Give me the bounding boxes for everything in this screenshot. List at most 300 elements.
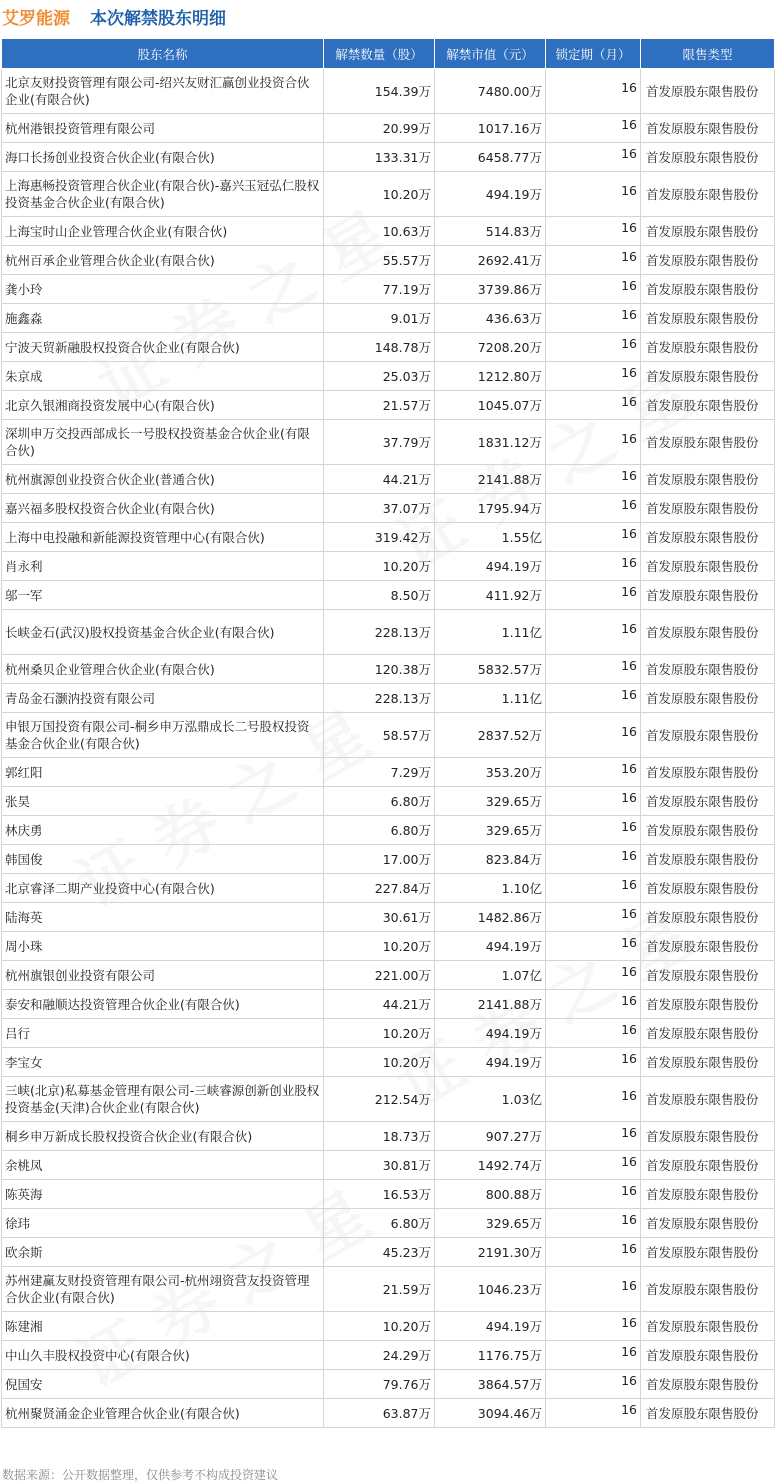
shareholder-table bbox=[1, 38, 775, 1428]
unlock-quantity-cell: 228.13万 bbox=[324, 610, 435, 655]
shareholder-name-cell: 嘉兴福多股权投资合伙企业(有限合伙) bbox=[2, 494, 324, 523]
unlock-value-cell: 1.11亿 bbox=[435, 610, 546, 655]
restriction-type-cell: 首发原股东限售股份 bbox=[641, 420, 775, 465]
shareholder-name-cell: 长峡金石(武汉)股权投资基金合伙企业(有限合伙) bbox=[2, 610, 324, 655]
lock-period-value: 16 bbox=[621, 657, 637, 673]
table-row bbox=[2, 69, 775, 114]
table-row bbox=[2, 581, 775, 610]
shareholder-name-cell: 北京友财投资管理有限公司-绍兴友财汇赢创业投资合伙企业(有限合伙) bbox=[2, 69, 324, 114]
restriction-type-cell: 首发原股东限售股份 bbox=[641, 1077, 775, 1122]
unlock-value-cell: 494.19万 bbox=[435, 1019, 546, 1048]
restriction-type-cell: 首发原股东限售股份 bbox=[641, 465, 775, 494]
unlock-quantity-cell: 63.87万 bbox=[324, 1399, 435, 1428]
shareholder-name-cell: 肖永利 bbox=[2, 552, 324, 581]
lock-period-value: 16 bbox=[621, 306, 637, 322]
lock-period-value: 16 bbox=[621, 789, 637, 805]
lock-period-value: 16 bbox=[621, 1087, 637, 1103]
shareholder-name-cell: 朱京成 bbox=[2, 362, 324, 391]
lock-period-cell bbox=[546, 1180, 641, 1209]
lock-period-cell bbox=[546, 1019, 641, 1048]
lock-period-value: 16 bbox=[621, 905, 637, 921]
unlock-value-cell: 823.84万 bbox=[435, 845, 546, 874]
unlock-value-cell: 494.19万 bbox=[435, 1312, 546, 1341]
shareholder-name-cell: 陈英海 bbox=[2, 1180, 324, 1209]
restriction-type-cell: 首发原股东限售股份 bbox=[641, 172, 775, 217]
table-row bbox=[2, 1048, 775, 1077]
restriction-type-cell: 首发原股东限售股份 bbox=[641, 1048, 775, 1077]
restriction-type-cell: 首发原股东限售股份 bbox=[641, 816, 775, 845]
unlock-quantity-cell: 24.29万 bbox=[324, 1341, 435, 1370]
column-header-lock-period: 锁定期（月） bbox=[546, 39, 641, 69]
unlock-value-cell: 800.88万 bbox=[435, 1180, 546, 1209]
unlock-quantity-cell: 17.00万 bbox=[324, 845, 435, 874]
shareholder-name-cell: 上海惠畅投资管理合伙企业(有限合伙)-嘉兴玉冠弘仁股权投资基金合伙企业(有限合伙) bbox=[2, 172, 324, 217]
unlock-value-cell: 1795.94万 bbox=[435, 494, 546, 523]
unlock-quantity-cell: 25.03万 bbox=[324, 362, 435, 391]
unlock-value-cell: 1.11亿 bbox=[435, 684, 546, 713]
table-row bbox=[2, 1019, 775, 1048]
shareholder-name-cell: 倪国安 bbox=[2, 1370, 324, 1399]
lock-period-cell bbox=[546, 304, 641, 333]
unlock-quantity-cell: 10.20万 bbox=[324, 1048, 435, 1077]
shareholder-name-cell: 施鑫淼 bbox=[2, 304, 324, 333]
lock-period-value: 16 bbox=[621, 1277, 637, 1293]
unlock-quantity-cell: 8.50万 bbox=[324, 581, 435, 610]
unlock-quantity-cell: 10.20万 bbox=[324, 172, 435, 217]
lock-period-cell bbox=[546, 333, 641, 362]
table-row bbox=[2, 816, 775, 845]
restriction-type-cell: 首发原股东限售股份 bbox=[641, 304, 775, 333]
unlock-value-cell: 494.19万 bbox=[435, 1048, 546, 1077]
table-row bbox=[2, 713, 775, 758]
lock-period-value: 16 bbox=[621, 430, 637, 446]
lock-period-value: 16 bbox=[621, 1240, 637, 1256]
unlock-value-cell: 494.19万 bbox=[435, 552, 546, 581]
lock-period-cell bbox=[546, 1341, 641, 1370]
unlock-quantity-cell: 10.20万 bbox=[324, 552, 435, 581]
unlock-quantity-cell: 21.57万 bbox=[324, 391, 435, 420]
shareholder-name-cell: 欧余斯 bbox=[2, 1238, 324, 1267]
unlock-quantity-cell: 10.20万 bbox=[324, 1019, 435, 1048]
unlock-value-cell: 1045.07万 bbox=[435, 391, 546, 420]
restriction-type-cell: 首发原股东限售股份 bbox=[641, 69, 775, 114]
lock-period-value: 16 bbox=[621, 992, 637, 1008]
unlock-quantity-cell: 45.23万 bbox=[324, 1238, 435, 1267]
unlock-quantity-cell: 58.57万 bbox=[324, 713, 435, 758]
unlock-quantity-cell: 221.00万 bbox=[324, 961, 435, 990]
shareholder-name-cell: 李宝女 bbox=[2, 1048, 324, 1077]
lock-period-cell bbox=[546, 362, 641, 391]
shareholder-name-cell: 吕行 bbox=[2, 1019, 324, 1048]
restriction-type-cell: 首发原股东限售股份 bbox=[641, 787, 775, 816]
restriction-type-cell: 首发原股东限售股份 bbox=[641, 758, 775, 787]
lock-period-cell bbox=[546, 1399, 641, 1428]
restriction-type-cell: 首发原股东限售股份 bbox=[641, 1370, 775, 1399]
unlock-value-cell: 7208.20万 bbox=[435, 333, 546, 362]
unlock-quantity-cell: 21.59万 bbox=[324, 1267, 435, 1312]
restriction-type-cell: 首发原股东限售股份 bbox=[641, 874, 775, 903]
unlock-value-cell: 1.03亿 bbox=[435, 1077, 546, 1122]
table-row bbox=[2, 1077, 775, 1122]
restriction-type-cell: 首发原股东限售股份 bbox=[641, 713, 775, 758]
table-row bbox=[2, 494, 775, 523]
table-row bbox=[2, 523, 775, 552]
lock-period-value: 16 bbox=[621, 1372, 637, 1388]
table-row bbox=[2, 114, 775, 143]
unlock-value-cell: 1046.23万 bbox=[435, 1267, 546, 1312]
restriction-type-cell: 首发原股东限售股份 bbox=[641, 1019, 775, 1048]
shareholder-name-cell: 杭州百承企业管理合伙企业(有限合伙) bbox=[2, 246, 324, 275]
lock-period-cell bbox=[546, 143, 641, 172]
table-row bbox=[2, 246, 775, 275]
unlock-quantity-cell: 120.38万 bbox=[324, 655, 435, 684]
lock-period-value: 16 bbox=[621, 335, 637, 351]
unlock-value-cell: 436.63万 bbox=[435, 304, 546, 333]
shareholder-name-cell: 三峡(北京)私募基金管理有限公司-三峡睿源创新创业股权投资基金(天津)合伙企业(有限合伙) bbox=[2, 1077, 324, 1122]
table-row bbox=[2, 758, 775, 787]
table-body bbox=[2, 69, 775, 1428]
shareholder-name-cell: 徐玮 bbox=[2, 1209, 324, 1238]
column-header-name: 股东名称 bbox=[2, 39, 324, 69]
table-row bbox=[2, 304, 775, 333]
unlock-value-cell: 1482.86万 bbox=[435, 903, 546, 932]
table-row bbox=[2, 1180, 775, 1209]
table-row bbox=[2, 362, 775, 391]
shareholder-name-cell: 杭州旗源创业投资合伙企业(普通合伙) bbox=[2, 465, 324, 494]
lock-period-value: 16 bbox=[621, 1314, 637, 1330]
restriction-type-cell: 首发原股东限售股份 bbox=[641, 1122, 775, 1151]
lock-period-value: 16 bbox=[621, 760, 637, 776]
unlock-quantity-cell: 6.80万 bbox=[324, 1209, 435, 1238]
table-row bbox=[2, 845, 775, 874]
unlock-quantity-cell: 77.19万 bbox=[324, 275, 435, 304]
restriction-type-cell: 首发原股东限售股份 bbox=[641, 1180, 775, 1209]
lock-period-cell bbox=[546, 523, 641, 552]
unlock-value-cell: 1.55亿 bbox=[435, 523, 546, 552]
lock-period-value: 16 bbox=[621, 496, 637, 512]
restriction-type-cell: 首发原股东限售股份 bbox=[641, 391, 775, 420]
shareholder-name-cell: 余桃凤 bbox=[2, 1151, 324, 1180]
unlock-quantity-cell: 9.01万 bbox=[324, 304, 435, 333]
unlock-quantity-cell: 10.20万 bbox=[324, 932, 435, 961]
lock-period-value: 16 bbox=[621, 1021, 637, 1037]
unlock-quantity-cell: 6.80万 bbox=[324, 787, 435, 816]
unlock-quantity-cell: 7.29万 bbox=[324, 758, 435, 787]
lock-period-cell bbox=[546, 1122, 641, 1151]
table-row bbox=[2, 333, 775, 362]
unlock-value-cell: 3739.86万 bbox=[435, 275, 546, 304]
unlock-quantity-cell: 6.80万 bbox=[324, 816, 435, 845]
shareholder-name-cell: 郭红阳 bbox=[2, 758, 324, 787]
shareholder-name-cell: 韩国俊 bbox=[2, 845, 324, 874]
restriction-type-cell: 首发原股东限售股份 bbox=[641, 903, 775, 932]
lock-period-value: 16 bbox=[621, 554, 637, 570]
lock-period-cell bbox=[546, 114, 641, 143]
table-row bbox=[2, 420, 775, 465]
unlock-quantity-cell: 148.78万 bbox=[324, 333, 435, 362]
shareholder-name-cell: 杭州旗银创业投资有限公司 bbox=[2, 961, 324, 990]
lock-period-cell bbox=[546, 816, 641, 845]
unlock-value-cell: 2141.88万 bbox=[435, 990, 546, 1019]
lock-period-cell bbox=[546, 275, 641, 304]
lock-period-cell bbox=[546, 420, 641, 465]
lock-period-cell bbox=[546, 1312, 641, 1341]
shareholder-name-cell: 桐乡申万新成长股权投资合伙企业(有限合伙) bbox=[2, 1122, 324, 1151]
unlock-quantity-cell: 10.63万 bbox=[324, 217, 435, 246]
unlock-quantity-cell: 16.53万 bbox=[324, 1180, 435, 1209]
lock-period-cell bbox=[546, 1151, 641, 1180]
unlock-quantity-cell: 133.31万 bbox=[324, 143, 435, 172]
unlock-value-cell: 514.83万 bbox=[435, 217, 546, 246]
unlock-value-cell: 5832.57万 bbox=[435, 655, 546, 684]
table-row bbox=[2, 1209, 775, 1238]
lock-period-value: 16 bbox=[621, 248, 637, 264]
lock-period-cell bbox=[546, 1048, 641, 1077]
lock-period-value: 16 bbox=[621, 847, 637, 863]
shareholder-name-cell: 苏州建赢友财投资管理有限公司-杭州翊资营友投资管理合伙企业(有限合伙) bbox=[2, 1267, 324, 1312]
unlock-quantity-cell: 227.84万 bbox=[324, 874, 435, 903]
table-row bbox=[2, 143, 775, 172]
restriction-type-cell: 首发原股东限售股份 bbox=[641, 552, 775, 581]
page-title: 本次解禁股东明细 bbox=[90, 9, 226, 29]
unlock-quantity-cell: 10.20万 bbox=[324, 1312, 435, 1341]
lock-period-cell bbox=[546, 758, 641, 787]
restriction-type-cell: 首发原股东限售股份 bbox=[641, 114, 775, 143]
restriction-type-cell: 首发原股东限售股份 bbox=[641, 1267, 775, 1312]
unlock-value-cell: 3094.46万 bbox=[435, 1399, 546, 1428]
lock-period-cell bbox=[546, 713, 641, 758]
restriction-type-cell: 首发原股东限售股份 bbox=[641, 275, 775, 304]
table-row bbox=[2, 1238, 775, 1267]
lock-period-cell bbox=[546, 903, 641, 932]
restriction-type-cell: 首发原股东限售股份 bbox=[641, 246, 775, 275]
unlock-value-cell: 907.27万 bbox=[435, 1122, 546, 1151]
lock-period-cell bbox=[546, 655, 641, 684]
unlock-quantity-cell: 20.99万 bbox=[324, 114, 435, 143]
lock-period-value: 16 bbox=[621, 963, 637, 979]
shareholder-name-cell: 周小珠 bbox=[2, 932, 324, 961]
shareholder-name-cell: 张昊 bbox=[2, 787, 324, 816]
lock-period-cell bbox=[546, 581, 641, 610]
shareholder-name-cell: 上海宝时山企业管理合伙企业(有限合伙) bbox=[2, 217, 324, 246]
lock-period-value: 16 bbox=[621, 219, 637, 235]
unlock-value-cell: 353.20万 bbox=[435, 758, 546, 787]
unlock-value-cell: 1017.16万 bbox=[435, 114, 546, 143]
restriction-type-cell: 首发原股东限售股份 bbox=[641, 655, 775, 684]
unlock-value-cell: 1492.74万 bbox=[435, 1151, 546, 1180]
table-row bbox=[2, 655, 775, 684]
lock-period-cell bbox=[546, 1267, 641, 1312]
restriction-type-cell: 首发原股东限售股份 bbox=[641, 1341, 775, 1370]
table-row bbox=[2, 217, 775, 246]
table-row bbox=[2, 1399, 775, 1428]
shareholder-name-cell: 杭州聚贤涌金企业管理合伙企业(有限合伙) bbox=[2, 1399, 324, 1428]
unlock-value-cell: 7480.00万 bbox=[435, 69, 546, 114]
shareholder-name-cell: 杭州桑贝企业管理合伙企业(有限合伙) bbox=[2, 655, 324, 684]
table-row bbox=[2, 1151, 775, 1180]
unlock-quantity-cell: 44.21万 bbox=[324, 990, 435, 1019]
table-row bbox=[2, 903, 775, 932]
table-row bbox=[2, 552, 775, 581]
unlock-value-cell: 2141.88万 bbox=[435, 465, 546, 494]
lock-period-cell bbox=[546, 1209, 641, 1238]
lock-period-value: 16 bbox=[621, 818, 637, 834]
restriction-type-cell: 首发原股东限售股份 bbox=[641, 990, 775, 1019]
shareholder-name-cell: 申银万国投资有限公司-桐乡申万泓鼎成长二号股权投资基金合伙企业(有限合伙) bbox=[2, 713, 324, 758]
unlock-quantity-cell: 212.54万 bbox=[324, 1077, 435, 1122]
unlock-value-cell: 3864.57万 bbox=[435, 1370, 546, 1399]
shareholder-name-cell: 上海中电投融和新能源投资管理中心(有限合伙) bbox=[2, 523, 324, 552]
restriction-type-cell: 首发原股东限售股份 bbox=[641, 217, 775, 246]
lock-period-cell bbox=[546, 990, 641, 1019]
shareholder-name-cell: 海口长扬创业投资合伙企业(有限合伙) bbox=[2, 143, 324, 172]
unlock-value-cell: 1212.80万 bbox=[435, 362, 546, 391]
restriction-type-cell: 首发原股东限售股份 bbox=[641, 494, 775, 523]
table-row bbox=[2, 275, 775, 304]
lock-period-cell bbox=[546, 1238, 641, 1267]
restriction-type-cell: 首发原股东限售股份 bbox=[641, 1238, 775, 1267]
lock-period-value: 16 bbox=[621, 79, 637, 95]
table-row bbox=[2, 990, 775, 1019]
unlock-value-cell: 494.19万 bbox=[435, 172, 546, 217]
lock-period-value: 16 bbox=[621, 393, 637, 409]
unlock-quantity-cell: 30.81万 bbox=[324, 1151, 435, 1180]
unlock-value-cell: 1831.12万 bbox=[435, 420, 546, 465]
restriction-type-cell: 首发原股东限售股份 bbox=[641, 610, 775, 655]
lock-period-cell bbox=[546, 1370, 641, 1399]
table-header-row bbox=[2, 39, 775, 69]
lock-period-value: 16 bbox=[621, 1124, 637, 1140]
lock-period-value: 16 bbox=[621, 876, 637, 892]
lock-period-value: 16 bbox=[621, 525, 637, 541]
lock-period-value: 16 bbox=[621, 1211, 637, 1227]
column-header-value: 解禁市值（元） bbox=[435, 39, 546, 69]
footer-source: 数据来源：公开数据整理，仅供参考不构成投资建议 bbox=[2, 1468, 279, 1482]
unlock-quantity-cell: 37.07万 bbox=[324, 494, 435, 523]
lock-period-value: 16 bbox=[621, 1153, 637, 1169]
table-row bbox=[2, 1122, 775, 1151]
shareholder-name-cell: 邬一军 bbox=[2, 581, 324, 610]
restriction-type-cell: 首发原股东限售股份 bbox=[641, 1312, 775, 1341]
restriction-type-cell: 首发原股东限售股份 bbox=[641, 845, 775, 874]
lock-period-value: 16 bbox=[621, 723, 637, 739]
restriction-type-cell: 首发原股东限售股份 bbox=[641, 362, 775, 391]
shareholder-name-cell: 深圳申万交投西部成长一号股权投资基金合伙企业(有限合伙) bbox=[2, 420, 324, 465]
lock-period-cell bbox=[546, 217, 641, 246]
table-row bbox=[2, 1267, 775, 1312]
table-row bbox=[2, 610, 775, 655]
restriction-type-cell: 首发原股东限售股份 bbox=[641, 523, 775, 552]
table-row bbox=[2, 1312, 775, 1341]
unlock-value-cell: 329.65万 bbox=[435, 816, 546, 845]
unlock-quantity-cell: 30.61万 bbox=[324, 903, 435, 932]
restriction-type-cell: 首发原股东限售股份 bbox=[641, 1151, 775, 1180]
lock-period-value: 16 bbox=[621, 583, 637, 599]
lock-period-cell bbox=[546, 1077, 641, 1122]
lock-period-value: 16 bbox=[621, 620, 637, 636]
shareholder-name-cell: 泰安和融顺达投资管理合伙企业(有限合伙) bbox=[2, 990, 324, 1019]
table-row bbox=[2, 1370, 775, 1399]
lock-period-cell bbox=[546, 787, 641, 816]
lock-period-cell bbox=[546, 552, 641, 581]
table-row bbox=[2, 391, 775, 420]
lock-period-value: 16 bbox=[621, 686, 637, 702]
table-row bbox=[2, 961, 775, 990]
unlock-value-cell: 329.65万 bbox=[435, 1209, 546, 1238]
unlock-value-cell: 6458.77万 bbox=[435, 143, 546, 172]
lock-period-cell bbox=[546, 684, 641, 713]
unlock-value-cell: 2191.30万 bbox=[435, 1238, 546, 1267]
unlock-value-cell: 329.65万 bbox=[435, 787, 546, 816]
lock-period-value: 16 bbox=[621, 934, 637, 950]
unlock-value-cell: 1.07亿 bbox=[435, 961, 546, 990]
title-bar bbox=[0, 0, 775, 36]
shareholder-name-cell: 陈建湘 bbox=[2, 1312, 324, 1341]
lock-period-cell bbox=[546, 494, 641, 523]
lock-period-value: 16 bbox=[621, 1401, 637, 1417]
shareholder-name-cell: 龚小玲 bbox=[2, 275, 324, 304]
table-row bbox=[2, 1341, 775, 1370]
unlock-value-cell: 1.10亿 bbox=[435, 874, 546, 903]
unlock-quantity-cell: 37.79万 bbox=[324, 420, 435, 465]
lock-period-cell bbox=[546, 610, 641, 655]
restriction-type-cell: 首发原股东限售股份 bbox=[641, 932, 775, 961]
shareholder-name-cell: 林庆勇 bbox=[2, 816, 324, 845]
restriction-type-cell: 首发原股东限售股份 bbox=[641, 961, 775, 990]
lock-period-cell bbox=[546, 69, 641, 114]
shareholder-name-cell: 青岛金石灏汭投资有限公司 bbox=[2, 684, 324, 713]
lock-period-cell bbox=[546, 932, 641, 961]
unlock-quantity-cell: 79.76万 bbox=[324, 1370, 435, 1399]
lock-period-cell bbox=[546, 172, 641, 217]
table-row bbox=[2, 874, 775, 903]
restriction-type-cell: 首发原股东限售股份 bbox=[641, 143, 775, 172]
shareholder-name-cell: 北京睿泽二期产业投资中心(有限合伙) bbox=[2, 874, 324, 903]
unlock-value-cell: 411.92万 bbox=[435, 581, 546, 610]
company-name: 艾罗能源 bbox=[2, 9, 70, 29]
shareholder-name-cell: 北京久银湘商投资发展中心(有限合伙) bbox=[2, 391, 324, 420]
lock-period-value: 16 bbox=[621, 364, 637, 380]
unlock-value-cell: 2837.52万 bbox=[435, 713, 546, 758]
restriction-type-cell: 首发原股东限售股份 bbox=[641, 1399, 775, 1428]
unlock-quantity-cell: 18.73万 bbox=[324, 1122, 435, 1151]
lock-period-cell bbox=[546, 874, 641, 903]
lock-period-cell bbox=[546, 961, 641, 990]
lock-period-value: 16 bbox=[621, 182, 637, 198]
restriction-type-cell: 首发原股东限售股份 bbox=[641, 1209, 775, 1238]
lock-period-value: 16 bbox=[621, 1050, 637, 1066]
unlock-quantity-cell: 228.13万 bbox=[324, 684, 435, 713]
unlock-value-cell: 494.19万 bbox=[435, 932, 546, 961]
lock-period-value: 16 bbox=[621, 277, 637, 293]
lock-period-cell bbox=[546, 845, 641, 874]
lock-period-cell bbox=[546, 391, 641, 420]
column-header-type: 限售类型 bbox=[641, 39, 775, 69]
shareholder-name-cell: 宁波天贸新融股权投资合伙企业(有限合伙) bbox=[2, 333, 324, 362]
table-row bbox=[2, 787, 775, 816]
unlock-value-cell: 1176.75万 bbox=[435, 1341, 546, 1370]
lock-period-value: 16 bbox=[621, 1182, 637, 1198]
unlock-quantity-cell: 319.42万 bbox=[324, 523, 435, 552]
shareholder-name-cell: 杭州港银投资管理有限公司 bbox=[2, 114, 324, 143]
restriction-type-cell: 首发原股东限售股份 bbox=[641, 333, 775, 362]
lock-period-value: 16 bbox=[621, 467, 637, 483]
unlock-value-cell: 2692.41万 bbox=[435, 246, 546, 275]
lock-period-cell bbox=[546, 465, 641, 494]
shareholder-name-cell: 中山久丰股权投资中心(有限合伙) bbox=[2, 1341, 324, 1370]
table-row bbox=[2, 465, 775, 494]
lock-period-value: 16 bbox=[621, 116, 637, 132]
